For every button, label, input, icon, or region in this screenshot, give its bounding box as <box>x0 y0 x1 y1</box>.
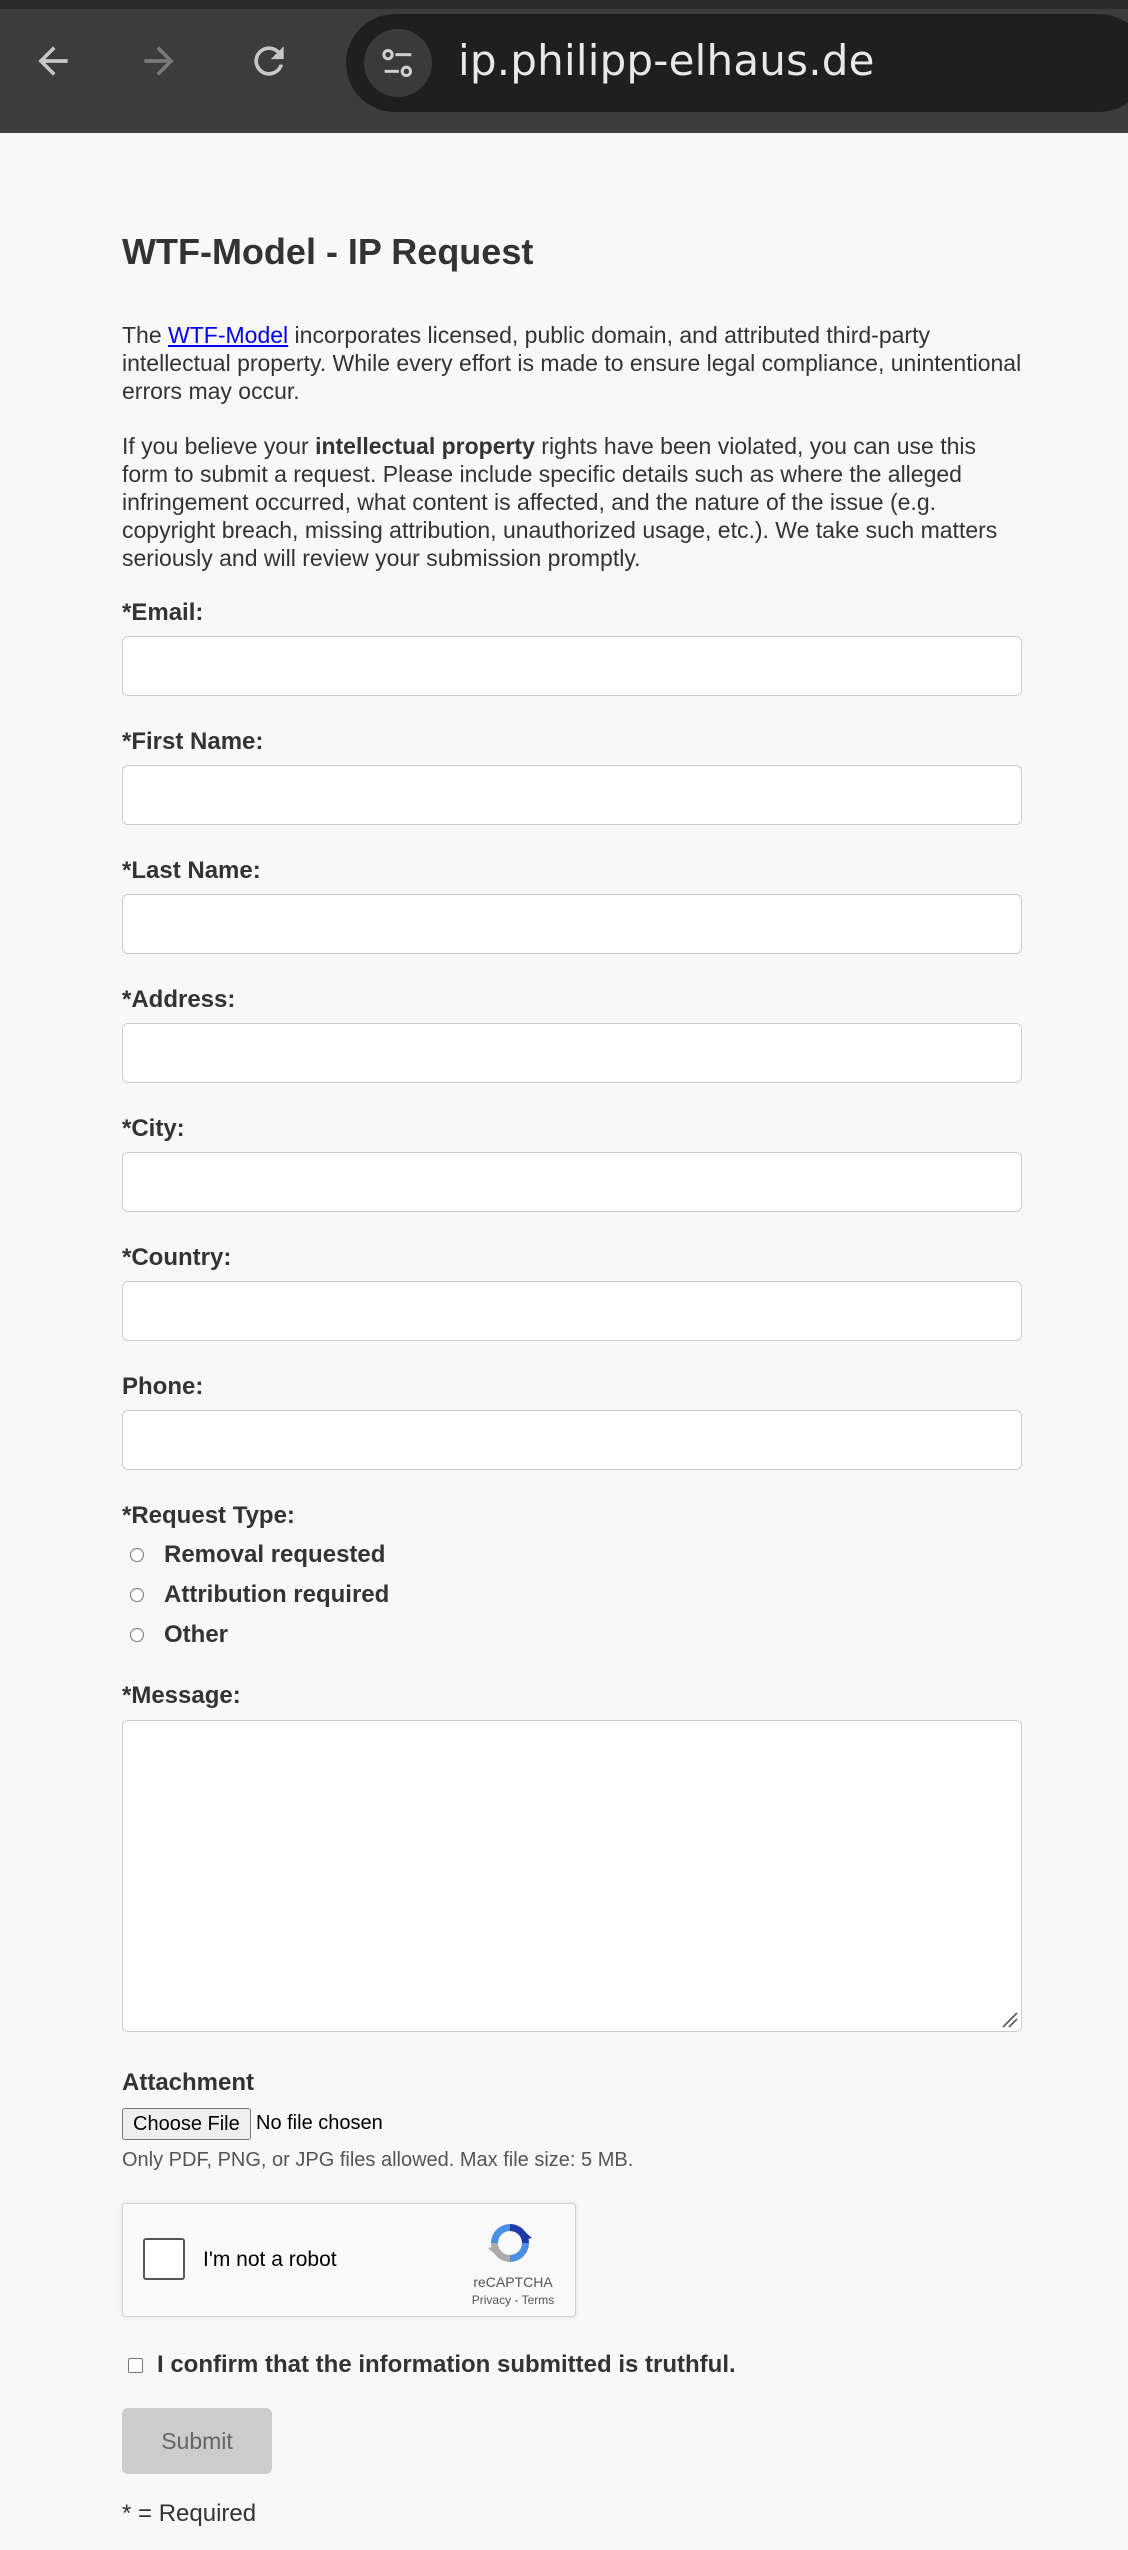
intro-paragraph <box>122 321 1022 405</box>
radio-button[interactable] <box>130 1548 144 1562</box>
confirm-truthful[interactable] <box>128 2351 736 2379</box>
recaptcha-privacy-link[interactable]: Privacy <box>471 2293 512 2307</box>
message-textarea[interactable] <box>122 1720 1022 2032</box>
request-type-label: *Request Type: <box>122 1502 295 1529</box>
last-name-label: *Last Name: <box>122 857 261 884</box>
radio-attribution-required[interactable] <box>130 1581 389 1609</box>
site-info-button[interactable] <box>364 29 432 97</box>
country-field[interactable] <box>122 1281 1022 1341</box>
intro-prefix: The <box>122 322 169 348</box>
radio-label: Removal requested <box>164 1541 386 1568</box>
message-label: *Message: <box>122 1682 241 1709</box>
confirm-checkbox[interactable] <box>128 2358 143 2373</box>
recaptcha-links <box>463 2293 563 2307</box>
recaptcha-brand: reCAPTCHA <box>473 2274 553 2290</box>
arrow-right-icon <box>137 39 181 83</box>
radio-label: Other <box>164 1621 229 1648</box>
intro-suffix: incorporates licensed, public domain, and attributed third-party intellectual property. While every effort is made to ensure legal compliance, unintentional errors may occur. <box>122 322 1022 404</box>
browser-toolbar <box>0 0 1128 133</box>
city-label: *City: <box>122 1115 185 1142</box>
last-name-field[interactable] <box>122 894 1022 954</box>
email-label: *Email: <box>122 599 204 626</box>
email-field[interactable] <box>122 636 1022 696</box>
submit-button[interactable]: Submit <box>122 2408 272 2474</box>
recaptcha-label: I'm not a robot <box>203 2248 337 2271</box>
reload-icon <box>247 39 291 83</box>
radio-button[interactable] <box>130 1588 144 1602</box>
country-label: *Country: <box>122 1244 232 1271</box>
recaptcha-logo-icon <box>485 2218 535 2268</box>
city-field[interactable] <box>122 1152 1022 1212</box>
first-name-label: *First Name: <box>122 728 264 755</box>
page-title: WTF-Model - IP Request <box>122 231 534 272</box>
resize-grip-icon[interactable] <box>997 2007 1019 2029</box>
phone-field[interactable] <box>122 1410 1022 1470</box>
instructions-suffix: rights have been violated, you can use this form to submit a request. Please include specific details such as where the alleged infringement occurred, what content is affected, and the nature of the issue (e.g. copyright breach, missing attribution, unauthorized usage, etc.). We take such matters seriously and will review your submission promptly. <box>122 433 998 571</box>
radio-removal-requested[interactable] <box>130 1541 385 1569</box>
recaptcha-separator: - <box>511 2293 522 2307</box>
choose-file-button[interactable]: Choose File <box>122 2108 251 2140</box>
radio-other[interactable] <box>130 1621 228 1649</box>
recaptcha-terms-link[interactable]: Terms <box>521 2293 555 2307</box>
arrow-left-icon <box>31 39 75 83</box>
recaptcha-widget <box>122 2203 576 2317</box>
phone-label: Phone: <box>122 1373 204 1400</box>
instructions-prefix: If you believe your <box>122 433 316 459</box>
instructions-bold: intellectual property <box>315 433 535 459</box>
tune-icon <box>378 43 418 83</box>
radio-button[interactable] <box>130 1628 144 1642</box>
address-bar[interactable] <box>346 14 1128 112</box>
url-text[interactable]: ip.philipp-elhaus.de <box>458 36 875 85</box>
reload-button[interactable] <box>238 30 300 92</box>
attachment-label: Attachment <box>122 2069 255 2096</box>
radio-label: Attribution required <box>164 1581 390 1608</box>
tab-strip-edge <box>0 0 1128 9</box>
instructions-paragraph <box>122 432 1022 572</box>
confirm-label: I confirm that the information submitted is truthful. <box>157 2351 736 2378</box>
wtf-model-link[interactable]: WTF-Model <box>168 322 289 348</box>
forward-button[interactable] <box>128 30 190 92</box>
back-button[interactable] <box>22 30 84 92</box>
address-field[interactable] <box>122 1023 1022 1083</box>
file-status: No file chosen <box>256 2112 383 2134</box>
attachment-hint: Only PDF, PNG, or JPG files allowed. Max file size: 5 MB. <box>122 2149 634 2171</box>
address-label: *Address: <box>122 986 236 1013</box>
first-name-field[interactable] <box>122 765 1022 825</box>
required-note: * = Required <box>122 2500 257 2527</box>
recaptcha-checkbox[interactable] <box>143 2238 185 2280</box>
